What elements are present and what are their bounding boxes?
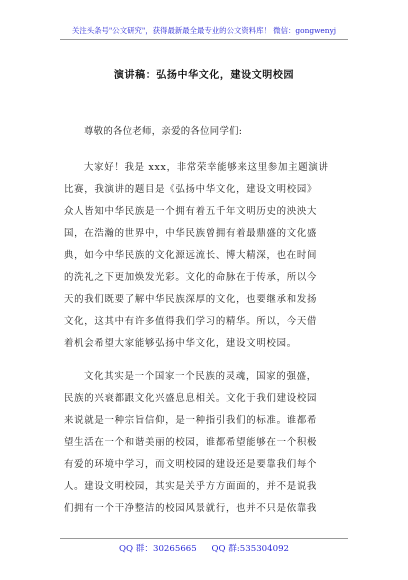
paragraph-line: 文化，这其中有许多值得我们学习的精华。所以，今天借 [64, 316, 318, 327]
paragraph-line: 比赛，我演讲的题目是《弘扬中华文化，建设文明校园》 [64, 184, 318, 195]
paragraph-line: 文化其实是一个国家一个民族的灵魂，国家的强盛， [84, 371, 317, 382]
paragraph-line: 有爱的环境中学习，而文明校园的建设还是要靠我们每个 [64, 459, 318, 470]
paragraph-line: 民族的兴衰都跟文化兴盛息息相关。文化于我们建设校园 [64, 393, 318, 404]
paragraph-line: 天的我们既要了解中华民族深厚的文化，也要继承和发扬 [64, 294, 318, 305]
paragraph-line: 人。建设文明校园，其实是关乎方方面面的，并不是说我 [64, 481, 318, 492]
paragraph-line: 众人皆知中华民族是一个拥有着五千年文明历史的泱泱大 [64, 206, 318, 217]
footer [0, 542, 408, 554]
paragraph-line: 的洗礼之下更加焕发光彩。文化的命脉在于传承，所以今 [64, 272, 318, 283]
header-note: 关注头条号"公文研究"，获得最新最全最专业的公文资料库！ 微信：gongwenyj [71, 26, 337, 35]
salutation: 尊敬的各位老师，亲爱的各位同学们: [84, 126, 243, 137]
paragraph-line: 望生活在一个和谐美丽的校园，谁都希望能够在一个积极 [64, 437, 318, 448]
paragraph-line: 着机会希望大家能够弘扬中华文化，建设文明校园。 [64, 338, 297, 349]
header-divider [60, 39, 348, 40]
paragraph-line: 们拥有一个干净整洁的校园风景就行，也并不只是依靠我 [64, 503, 318, 514]
footer-divider [60, 538, 348, 539]
footer-qq-group-1: QQ 群：30265665 [118, 544, 197, 554]
paragraph-line: 典，如今中华民族的文化源远流长、博大精深，也在时间 [64, 250, 318, 261]
paragraph-line: 国，在浩瀚的世界中，中华民族曾拥有着最鼎盛的文化盛 [64, 228, 318, 239]
document-title: 演讲稿：弘扬中华文化，建设文明校园 [113, 70, 295, 81]
paragraph-line: 来说就是一种宗旨信仰，是一种指引我们的标准。谁都希 [64, 415, 318, 426]
footer-qq-group-2: QQ 群:535304092 [211, 544, 290, 554]
paragraph-line: 大家好！我是 xxx，非常荣幸能够来这里参加主题演讲 [84, 162, 329, 173]
